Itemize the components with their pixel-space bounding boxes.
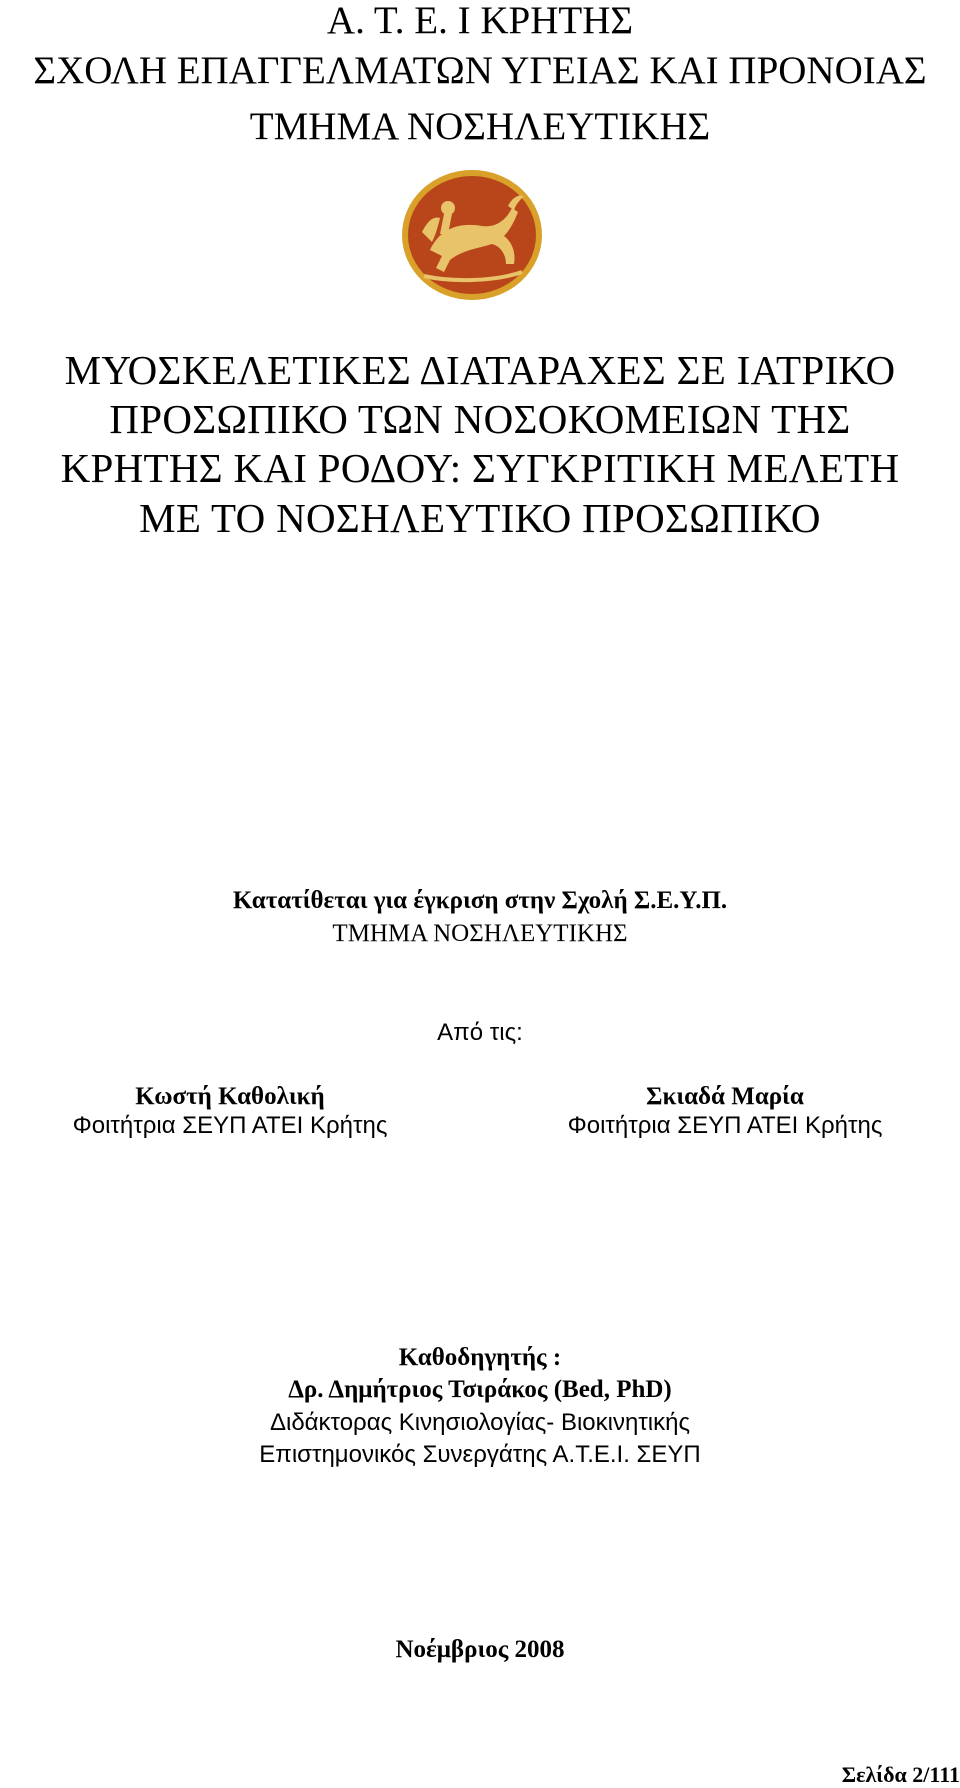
page-number: Σελίδα 2/111 [841, 1762, 960, 1787]
thesis-title-line-2: ΠΡΟΣΩΠΙΚΟ ΤΩΝ ΝΟΣΟΚΟΜΕΙΩΝ ΤΗΣ [109, 396, 851, 442]
submission-date: Νοέμβριος 2008 [395, 1636, 565, 1663]
author-right-name: Σκιαδά Μαρία [646, 1083, 804, 1110]
author-left-name: Κωστή Καθολική [135, 1083, 325, 1110]
authors-intro: Από τις: [437, 1019, 523, 1046]
author-right [535, 1082, 915, 1141]
submission-statement: Κατατίθεται για έγκριση στην Σχολή Σ.Ε.Υ.Π. [232, 887, 728, 914]
institution-logo [400, 168, 544, 302]
author-left-role: Φοιτήτρια ΣΕΥΠ ΑΤΕΙ Κρήτης [72, 1112, 388, 1139]
supervisor-title-1: Διδάκτορας Κινησιολογίας- Βιοκινητικής [269, 1409, 691, 1436]
author-right-role: Φοιτήτρια ΣΕΥΠ ΑΤΕΙ Κρήτης [567, 1112, 883, 1139]
thesis-title-line-1: ΜΥΟΣΚΕΛΕΤΙΚΕΣ ΔΙΑΤΑΡΑΧΕΣ ΣΕ ΙΑΤΡΙΚΟ [64, 347, 896, 393]
submission-department: ΤΜΗΜΑ ΝΟΣΗΛΕΥΤΙΚΗΣ [332, 920, 628, 947]
school-name: ΣΧΟΛΗ ΕΠΑΓΓΕΛΜΑΤΩΝ ΥΓΕΙΑΣ ΚΑΙ ΠΡΟΝΟΙΑΣ [33, 49, 927, 92]
supervisor-label: Καθοδηγητής : [398, 1344, 562, 1371]
institution-name: Α. Τ. Ε. Ι ΚΡΗΤΗΣ [326, 0, 634, 42]
thesis-title-line-4: ΜΕ ΤΟ ΝΟΣΗΛΕΥΤΙΚΟ ΠΡΟΣΩΠΙΚΟ [139, 495, 821, 541]
supervisor-title-2: Επιστημονικός Συνεργάτης Α.Τ.Ε.Ι. ΣΕΥΠ [259, 1441, 701, 1468]
supervisor-name: Δρ. Δημήτριος Τσιράκος (Bed, PhD) [288, 1376, 672, 1403]
department-name: ΤΜΗΜΑ ΝΟΣΗΛΕΥΤΙΚΗΣ [249, 105, 711, 148]
author-left [40, 1082, 420, 1141]
bull-seal-icon [400, 168, 544, 302]
thesis-title-line-3: ΚΡΗΤΗΣ ΚΑΙ ΡΟΔΟΥ: ΣΥΓΚΡΙΤΙΚΗ ΜΕΛΕΤΗ [60, 445, 900, 491]
